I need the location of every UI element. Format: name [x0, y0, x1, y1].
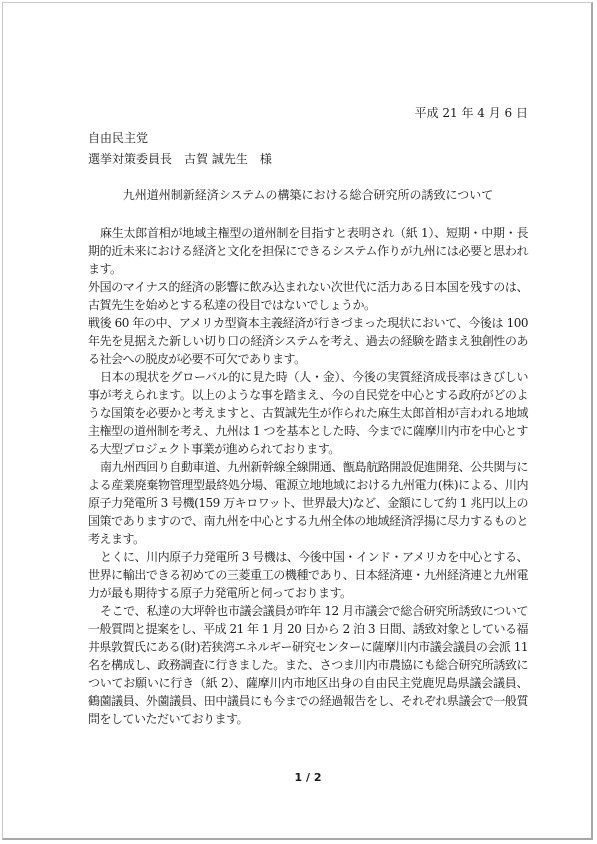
paragraph: 南九州西回り自動車道、九州新幹線全線開通、甑島航路開設促進開発、公共関与による産業廃棄物管理型最終処分場、電源立地地域における九州電力(株)による、川内原子力発電所 3 号機(159 万キロワット、世界最大)など、金額にして約 1 兆円以上の国策でありますので、南九州を中心とする九州全体の地域経済浮揚に尽力するものと考えます。	[88, 460, 528, 546]
letter-date: 平成 21 年 4 月 6 日	[414, 106, 528, 120]
recipient-name: 選挙対策委員長 古賀 誠先生 様	[88, 152, 272, 166]
letter-body	[88, 224, 528, 728]
letter-subject: 九州道州制新経済システムの構築における総合研究所の誘致について	[122, 188, 494, 202]
page-number: 1 / 2	[294, 771, 322, 784]
paragraph: そこで、私達の大坪幹也市議会議員が昨年 12 月市議会で総合研究所誘致について一般質問と提案をし、平成 21 年 1 月 20 日から 2 泊 3 日間、誘致対象としている福井県敦賀氏にある(財)若狭湾エネルギー研究センターに薩摩川内市議会議員の会派 11 名を構成し、政務調査に行きました。また、さつま川内市農協にも総合研究所誘致についてお願いに行き（紙 2）、薩摩川内市地区出身の自由民主党鹿児島県議会議員、鶴薗議員、外薗議員、田中議員にも今までの経過報告をし、それぞれ県議会で一般質問をしていただいております。	[88, 604, 528, 726]
paragraph: 外国のマイナス的経済の影響に飲み込まれない次世代に活力ある日本国を残すのは、古賀先生を始めとする私達の役目ではないでしょうか。	[88, 280, 528, 312]
paragraph: とくに、川内原子力発電所 3 号機は、今後中国・インド・アメリカを中心とする、世界に輸出できる初めての三菱重工の機種であり、日本経済連・九州経済連と九州電力が最も期待する原子力発電所と伺っております。	[88, 550, 528, 600]
paragraph: 日本の現状をグローバル的に見た時（人・金）、今後の実質経済成長率はきびしい事が考えられます。以上のような事を踏まえ、今の自民党を中心とする政府がどのような国策を必要かと考えますと、古賀誠先生が作られた麻生太郎首相が言われる地域主権型の道州制を考え、九州は 1 つを基本とした時、今までに薩摩川内市を中心とする大型プロジェクト事業が進められております。	[88, 370, 528, 456]
paragraph: 麻生太郎首相が地域主権型の道州制を目指すと表明され（紙 1）、短期・中期・長期的近未来における経済と文化を担保にできるシステム作りが九州には必要と思われます。	[88, 226, 528, 276]
document-page	[2, 2, 593, 840]
paragraph: 戦後 60 年の中、アメリカ型資本主義経済が行きづまった現状において、今後は 100 年先を見据えた新しい切り口の経済システムを考え、過去の経験を踏まえ独創性のある社会への脱皮が必要不可欠であります。	[88, 316, 528, 366]
recipient-organization: 自由民主党	[88, 131, 149, 145]
